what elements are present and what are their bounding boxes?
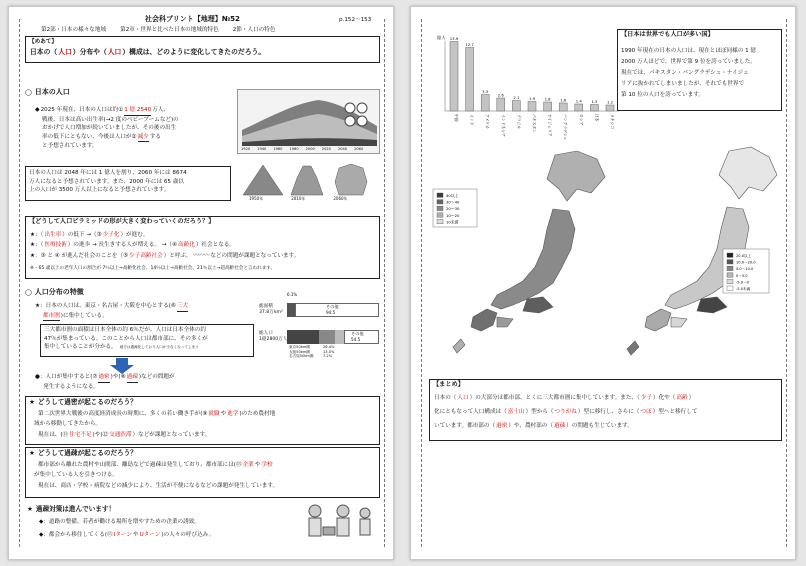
legend1-label-1: 30～40	[446, 199, 460, 205]
bar-value-label-6: 1.8	[544, 96, 551, 102]
legend2-swatch-3	[727, 273, 733, 277]
bar-value-label-10: 1.2	[606, 99, 614, 105]
pyramid-question-box	[25, 216, 380, 279]
legend1-label-3: 10～20	[446, 212, 460, 218]
world-population-box	[617, 29, 782, 111]
page-title: 社会科プリント【地理】№52	[145, 15, 240, 23]
bar-10	[606, 105, 614, 111]
pyramid-shapes	[239, 162, 380, 196]
legend2-label-2: 5.0～10.0	[736, 267, 754, 272]
bar-6	[544, 102, 552, 111]
countermeasure-line-2: ◆：都会から移住してくる(⑮ Iターン や Uターン )の人々の呼び込み。	[39, 532, 215, 538]
depopulation-title: ★ どうして過疎が起こるのだろう？	[29, 449, 137, 457]
bar-0	[450, 42, 458, 112]
legend2-label-5: -5.0未満	[736, 287, 751, 291]
bar-value-label-5: 1.9	[528, 96, 536, 101]
pyramid-years: 1950年 2010年 2060年	[249, 196, 348, 201]
population-label: 総人口 1億2800万人	[259, 331, 288, 342]
diamond-bullet-icon: ◆	[35, 106, 40, 113]
overcrowding-line-3: 現在は、(⑪ 住宅不足 )や(⑫ 交通渋滞 ）などが課題となっています。	[38, 432, 211, 438]
metro-values: 26.4% 13.0% 7.2%	[323, 345, 335, 359]
legend2-swatch-1	[727, 260, 733, 264]
bar-1	[466, 48, 474, 112]
metro-labels: 東京50km圏 大阪50km圏 名古屋50km圏	[289, 345, 314, 359]
population-area-chart	[238, 90, 381, 155]
population-trend-figure	[237, 89, 380, 154]
area-other-bar	[295, 303, 379, 317]
population-change-map	[617, 145, 785, 365]
legend2-swatch-4	[727, 279, 733, 283]
bar-value-label-1: 12.7	[465, 42, 474, 47]
legend2-swatch-0	[727, 253, 733, 257]
bar-2	[481, 95, 489, 112]
bar-value-label-8: 1.4	[575, 98, 582, 104]
circle-bullet-icon: ◯	[25, 89, 32, 96]
bar-8	[575, 104, 583, 111]
bar-category-label-4: ブラジル	[516, 114, 522, 130]
legend1-label-0: 40以上	[446, 193, 459, 198]
countermeasure-title: ★ 過疎対策は進んでいます！	[27, 505, 116, 513]
bar-value-label-7: 1.6	[560, 97, 567, 103]
population-pyramids	[239, 162, 380, 204]
overcrowding-title: ★ どうして過密が起こるのだろう？	[29, 398, 137, 406]
area-population-figure	[259, 290, 380, 365]
bar-category-label-6: ナイジェリア	[547, 114, 553, 137]
bar-value-label-4: 2.1	[513, 95, 520, 100]
legend1-label-4: 10未満	[446, 219, 459, 225]
margin-line-left	[19, 19, 20, 547]
legend2-label-1: 10.0～20.0	[736, 260, 756, 265]
overcrowding-line-2: 域から移動してきたから。	[34, 421, 102, 427]
legend2-label-4: -5.0～0	[736, 280, 749, 285]
bar-value-label-3: 2.6	[497, 92, 504, 98]
bar-category-label-8: ロシア	[578, 114, 584, 126]
depopulation-box	[25, 447, 380, 498]
area-other-label: その他 94.5	[326, 304, 339, 315]
bar-category-label-3: インドネシア	[500, 114, 506, 137]
area-share-label: 6.1%	[287, 292, 298, 297]
legend2-label-0: 20.0以上	[736, 254, 752, 258]
pyramid-line-3: ★：③ と ④ が進んだ社会のことを（⑤ 少子高齢社会 ）と呼ぶ。 〰〰〰 などの問題が課題となっています。	[30, 252, 300, 259]
worksheet-page-2	[410, 6, 796, 560]
osaka-share-bar	[319, 330, 335, 344]
bar-value-label-9: 1.3	[591, 99, 598, 104]
bar-4	[512, 101, 520, 112]
bar-value-label-0: 13.9	[449, 36, 459, 41]
summary-line-2: 化にともなって人口構成は（ 富士山 ）型から（ つりがね ）型に移行し、さらに（ つぼ ）型へと移行して	[434, 409, 698, 415]
legend2-swatch-5	[727, 286, 733, 290]
bar-7	[559, 103, 567, 111]
worksheet-page-1	[8, 6, 394, 560]
population-chart-years: 1920 1940 1960 1980 2000 2020 2040 2060	[241, 147, 364, 151]
world-population-bar-chart	[425, 31, 621, 141]
bar-3	[497, 98, 505, 111]
population-other-bar	[344, 330, 379, 344]
legend2-label-3: 0～5.0	[736, 273, 748, 278]
bar-category-label-2: アメリカ	[485, 114, 491, 129]
down-arrow-icon	[110, 358, 134, 374]
depopulation-line-2: が集中している人を引きつける。	[34, 472, 118, 478]
legend1-swatch-4	[437, 219, 443, 223]
margin-line-right	[786, 19, 787, 547]
bar-category-label-9: 日本	[594, 114, 600, 122]
population-other-label: その他 54.5	[351, 331, 364, 342]
page-range: p.152～153	[339, 17, 372, 23]
bar-category-label-0: 中国	[454, 114, 459, 122]
pyramid-line-1: ★：（ 出生率 ）の低下 →（③ 少子化 ）が進む。	[30, 232, 149, 238]
objective-box	[25, 36, 380, 63]
legend1-swatch-0	[437, 193, 443, 197]
bar-category-label-7: バングラデシュ	[563, 114, 569, 141]
summary-title: 【まとめ】	[433, 381, 464, 388]
bar-5	[528, 102, 536, 112]
overcrowding-text: ●：人口が集中すると(⑦ 過密 )や(⑧ 過疎 )などの問題が 発生するようになる。	[35, 374, 175, 390]
nagoya-share-bar	[335, 330, 344, 344]
star-bullet-icon: ★	[29, 449, 35, 457]
world-population-title: 【日本は世界でも人口が多い国】	[621, 31, 714, 38]
margin-line-left	[421, 19, 422, 547]
villagers-illustration	[303, 501, 377, 541]
population-density-map	[427, 149, 615, 359]
summary-line-3: いています。都市部の（ 過密 ）や、農村部の（ 過疎 ）の問題も生じています。	[434, 423, 633, 429]
legend1-label-2: 20～30	[446, 206, 460, 212]
metropolitan-box: 三大都市圏の面積は日本全体の約 6％だが、人口は日本全体の約 47％が集まっている。このことから人口は都市部に、その多くが 集中していることが分かる。 地方は過疎化しており人口が少なくなってしまう	[40, 324, 254, 357]
distribution-text: ★：日本の人口は、東京・名古屋・大阪を中心とする(⑥ 三大 都市圏 )に集中している。	[35, 302, 188, 321]
star-bullet-icon: ★	[29, 398, 35, 406]
tokyo-share-bar	[287, 330, 319, 344]
pyramid-note: ※・65 歳以上の老年人口の割合が 7％以上→高齢化社会、14％以上→高齢社会、21％以上→超高齢社会と言われます。	[30, 266, 276, 271]
countermeasure-line-1: ◆：道路の整備、若者が働ける場所を増やすための企業の誘致。	[39, 519, 200, 525]
overcrowding-line-1: 第二次世界大戦後の高度経済成長の時期に、多くの若い働き手が(⑨ 就職 や 進学 )のため農村地	[38, 411, 276, 417]
unit-subtitle: 第2部・日本の様々な地域 第2章・世界と比べた日本の地域的特色 2節・人口の特色	[41, 27, 276, 33]
margin-line-right	[384, 19, 385, 547]
section-japan-population: ◯ 日本の人口	[25, 88, 70, 96]
population-forecast-box: 日本の人口は 2048 年には 1 億人を割り、2060 年には 8674 万人になると予想されています。また、2000 年には 65 歳以 上の人口が 3500 万人以上になると予想されています。	[25, 166, 231, 201]
area-label: 総面積 37.8万km²	[259, 304, 283, 315]
depopulation-line-3: 現在は、商店・学校・病院などの減少により、生活が不便になるなどの課題が発生しています。	[38, 483, 279, 489]
bar-category-label-1: インド	[469, 114, 475, 126]
bar-category-label-10: メキシコ	[610, 114, 615, 130]
chart-ylabel: 億人	[437, 35, 446, 40]
pyramid-question-title: 【どうして人口ピラミッドの形が大きく変わっていくのだろう？】	[29, 218, 215, 225]
legend1-swatch-2	[437, 206, 443, 210]
circle-bullet-icon: ◯	[25, 289, 32, 296]
star-bullet-icon: ★	[27, 505, 33, 513]
depopulation-line-1: 都市部から離れた農村や山間部、離島などで過疎は発生しており、都市部には(⑬ 企業 や 学校	[38, 462, 273, 468]
summary-box	[429, 379, 782, 441]
world-population-text: 1990 年現在の日本の人口は、現在とほぼ同様の 1 億 2000 万人ほどで、世界で第 9 位を誇っていました。 現在では、パキスタン・バングラデシュ・ナイジェ リアに抜かれてしまいましたが、それでも世界で 第 10 位の人口を誇っています。	[621, 48, 757, 98]
overcrowding-box	[25, 396, 380, 445]
section-population-distribution: ◯ 人口分布の特徴	[25, 288, 84, 296]
legend1-swatch-3	[437, 213, 443, 217]
summary-line-1: 日本の（ 人口 ）の大部分は都市部、とくに三大都市圏に集中しています。また、（ 少子 ）化や（ 高齢 ）	[434, 395, 695, 401]
objective-text: 日本の（ 人口 ）分布や（ 人口 ）構成は、どのように変化してきたのだろう。	[30, 48, 266, 56]
bar-value-label-2: 3.3	[482, 89, 489, 94]
pyramid-line-2: ★：（ 医療技術 ）の進歩 → 長生きする人が増える。 →（④ 高齢化 ）社会となる。	[30, 242, 235, 248]
bar-9	[590, 105, 598, 112]
bar-category-label-5: パキスタン	[532, 114, 537, 133]
legend2-swatch-2	[727, 266, 733, 270]
squiggle-icon: 〰〰〰	[192, 252, 210, 259]
area-metro-bar	[287, 303, 295, 317]
legend1-swatch-1	[437, 200, 443, 204]
population-para: ◆ 2025 年現在、日本の人口は約① 1 億 2540 万人、 戦後、日本は高い出生率(→2 度のベビーブームなど)の おかげで人口増加が続いていましたが、その後の出生 率の低下にともない、今後は人口が② 減少 する と予想されています。	[35, 106, 179, 150]
objective-label: 【めあて】	[29, 39, 57, 45]
